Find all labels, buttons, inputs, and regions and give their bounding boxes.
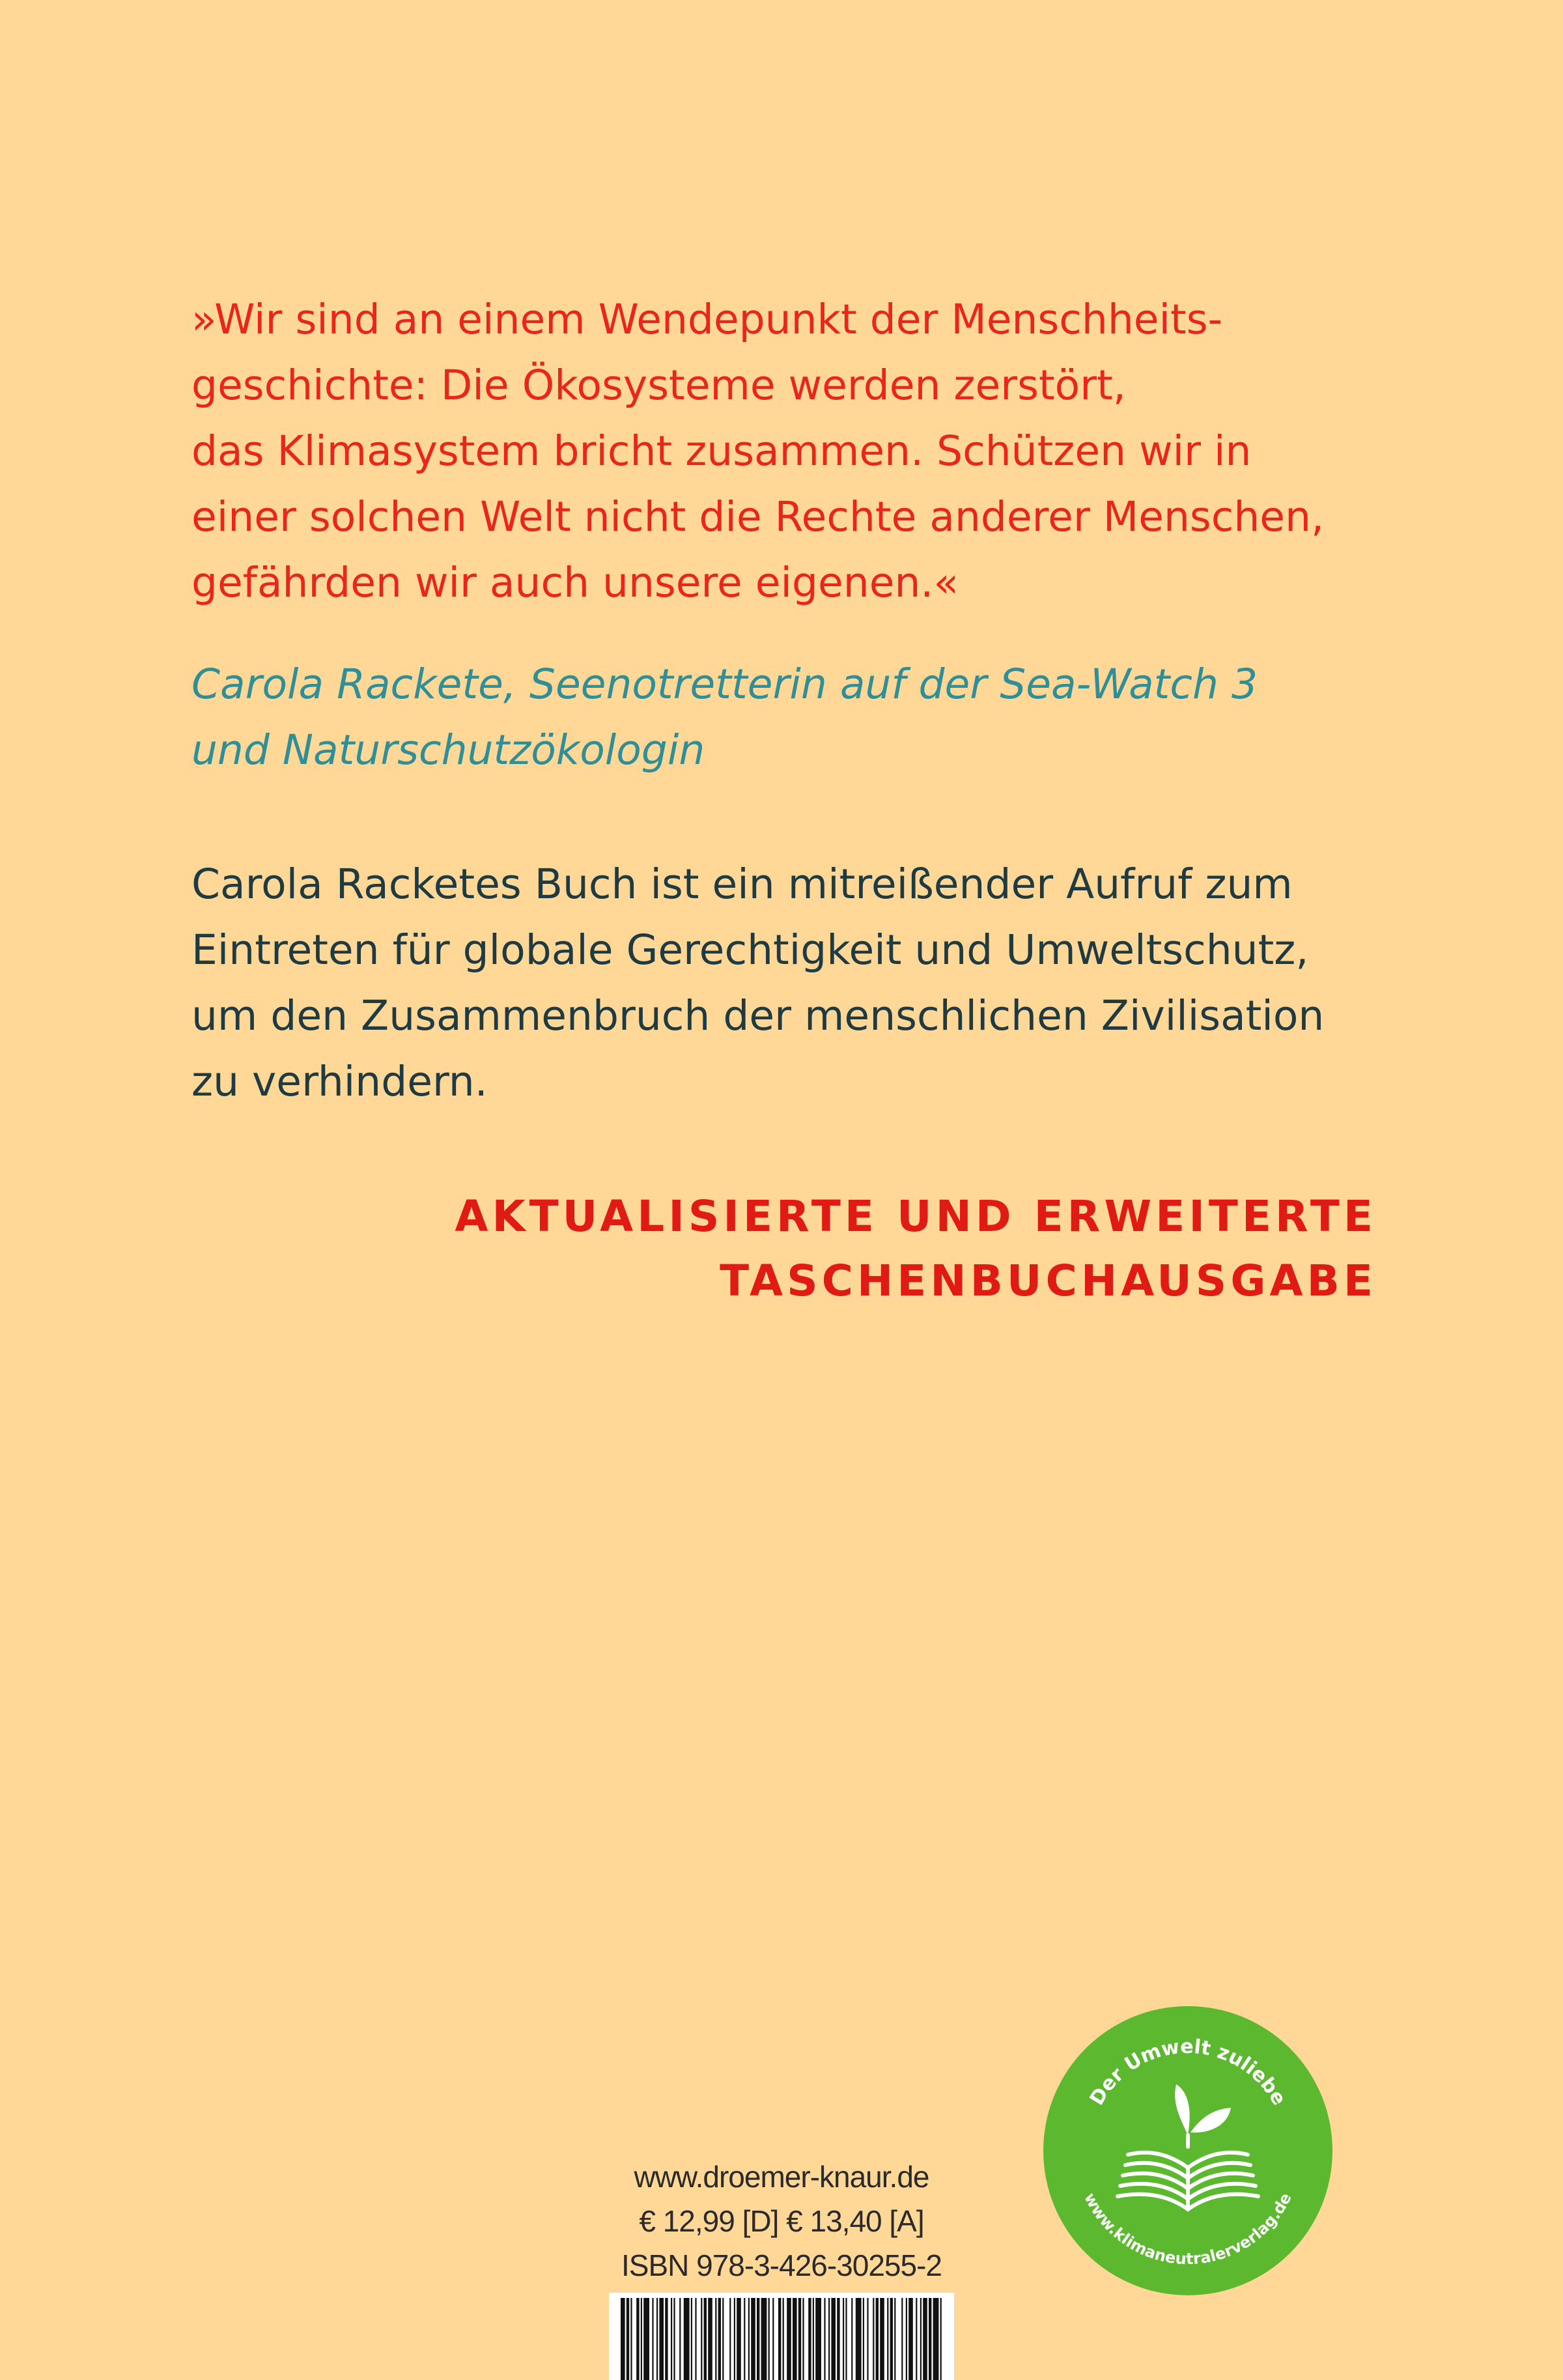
edition-note [455,1184,1377,1313]
barcode-bar [621,2298,625,2380]
barcode-bar [793,2298,797,2380]
quote-line: »Wir sind an einem Wendepunkt der Menschheits- [191,296,1223,343]
quote-attribution [191,651,1403,783]
barcode-bar [802,2298,804,2380]
barcode-bar [636,2298,639,2380]
edition-line: TASCHENBUCHAUSGABE [720,1256,1377,1306]
barcode-bar [715,2298,716,2380]
barcode-bar [691,2298,692,2380]
barcode-bar [837,2298,839,2380]
price-info: € 12,99 [D] € 13,40 [A] [639,2204,924,2238]
barcode-bar [783,2298,784,2380]
publisher-imprint [599,2155,964,2288]
barcode-bar [828,2298,830,2380]
barcode-bar [876,2298,879,2380]
eco-seal [1042,2005,1334,2297]
barcode-bar [679,2298,681,2380]
barcode-bar [695,2298,696,2380]
barcode-bar [906,2298,907,2380]
barcode-bar [824,2298,825,2380]
seal-top-text: Der Umwelt zuliebe [1085,2035,1291,2110]
barcode-bar [627,2298,629,2380]
barcode-bar [768,2298,770,2380]
attribution-line: Carola Rackete, Seenotretterin auf der Sea-Watch 3 [191,660,1258,708]
barcode-bar [798,2298,801,2380]
barcode-bar [940,2298,942,2380]
seal-bottom-text: www.klimaneutralerverlag.de [1080,2190,1295,2269]
barcode-bar [701,2298,702,2380]
barcode-bar [778,2298,781,2380]
barcode-bar [659,2298,664,2380]
barcode-bar [787,2298,791,2380]
barcode-bar [843,2298,844,2380]
barcode-bar [916,2298,917,2380]
description-line: Carola Racketes Buch ist ein mitreißender Aufruf zum [191,860,1293,908]
quote-line: einer solchen Welt nicht die Rechte anderer Menschen, [191,493,1325,541]
barcode-bar [815,2298,821,2380]
barcode-bar [933,2298,939,2380]
barcode-bar [808,2298,811,2380]
barcode-bar [890,2298,893,2380]
book-description [191,851,1403,1114]
barcode-bar [873,2298,874,2380]
barcode-bar [845,2298,847,2380]
barcode-bar [887,2298,888,2380]
barcode-bar [704,2298,707,2380]
eco-seal-graphic [1042,2005,1334,2297]
quote-line: geschichte: Die Ökosysteme werden zerstört, [191,361,1126,409]
barcode-bar [761,2298,767,2380]
barcode-bar [751,2298,755,2380]
description-line: Eintreten für globale Gerechtigkeit und Umweltschutz, [191,926,1309,974]
barcode-bar [901,2298,903,2380]
barcode-bar [641,2298,642,2380]
barcode-bar [729,2298,731,2380]
barcode-bar [684,2298,690,2380]
barcode-bar [772,2298,774,2380]
barcode-bar [851,2298,852,2380]
description-line: um den Zusammenbruch der menschlichen Zivilisation [191,992,1325,1040]
barcode-bar [718,2298,721,2380]
barcode-bar [863,2298,864,2380]
barcode-bar [831,2298,836,2380]
barcode-bar [737,2298,741,2380]
barcode-bar [894,2298,895,2380]
isbn-number: ISBN 978-3-426-30255-2 [621,2248,942,2282]
barcode-bar [920,2298,922,2380]
barcode-bar [867,2298,868,2380]
barcode-bar [929,2298,931,2380]
quote-line: gefährden wir auch unsere eigenen.« [191,559,959,606]
barcode-bar [748,2298,750,2380]
barcode-bar [671,2298,672,2380]
barcode-bar [813,2298,814,2380]
barcode-bar [757,2298,759,2380]
barcode-bar [722,2298,724,2380]
cover-quote [191,287,1403,616]
publisher-website: www.droemer-knaur.de [634,2160,929,2194]
barcode-bar [923,2298,927,2380]
barcode-bar [734,2298,735,2380]
quote-line: das Klimasystem bricht zusammen. Schützen wir in [191,427,1252,475]
barcode-bar [673,2298,675,2380]
barcode-bar [630,2298,632,2380]
barcode-icon [609,2293,954,2380]
barcode-bar [708,2298,712,2380]
barcode-bar [856,2298,862,2380]
description-line: zu verhindern. [191,1058,488,1105]
barcode-graphic [609,2293,954,2380]
barcode-bar [880,2298,884,2380]
edition-line: AKTUALISIERTE UND ERWEITERTE [455,1191,1377,1241]
barcode-bar [652,2298,653,2380]
barcode-bar [744,2298,745,2380]
barcode-bar [908,2298,913,2380]
barcode-bar [656,2298,658,2380]
barcode-bar [665,2298,668,2380]
barcode-bar [643,2298,649,2380]
attribution-line: und Naturschutzökologin [191,726,705,774]
